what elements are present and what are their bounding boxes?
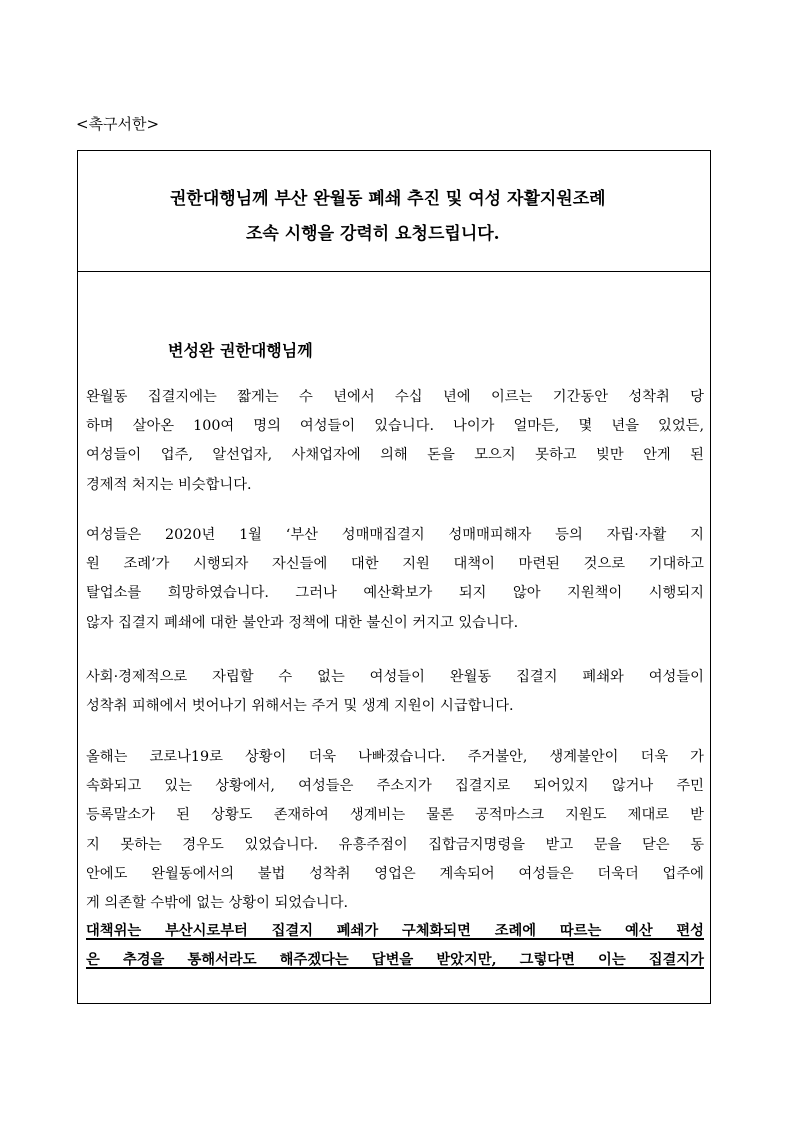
paragraph-line: 여성들은 2020년 1월 ‘부산 성매매집결지 성매매피해자 등의 자립·자활 지	[86, 527, 704, 543]
document-label: <촉구서한>	[76, 115, 160, 133]
letter-frame	[77, 150, 711, 1004]
title-box	[78, 151, 710, 272]
paragraph-line: 성착취 피해에서 벗어나기 위해서는 주거 및 생계 지원이 시급합니다.	[86, 698, 514, 715]
paragraph-line: 탈업소를 희망하였습니다. 그러나 예산확보가 되지 않아 지원책이 시행되지	[86, 585, 704, 602]
paragraph-line: 등록말소가 된 상황도 존재하여 생계비는 물론 공적마스크 지원도 제대로 받	[86, 807, 704, 824]
paragraph-line: 속화되고 있는 상황에서, 여성들은 주소지가 집결지로 되어있지 않거나 주민	[86, 778, 704, 795]
paragraph	[86, 521, 704, 638]
paragraph-line: 원 조례’가 시행되자 자신들에 대한 지원 대책이 마련된 것으로 기대하고	[86, 556, 704, 573]
paragraph-line: 지 못하는 경우도 있었습니다. 유흥주점이 집합금지명령을 받고 문을 닫은 동	[86, 836, 704, 853]
paragraph	[86, 383, 704, 500]
paragraph-line: 하며 살아온 100여 명의 여성들이 있습니다. 나이가 얼마든, 몇 년을 있었든,	[86, 418, 704, 435]
paragraph-line: 은 추경을 통해서라도 해주겠다는 답변을 받았지만, 그렇다면 이는 집결지가	[86, 952, 704, 969]
title-line: 권한대행님께 부산 완월동 폐쇄 추진 및 여성 자활지원조례	[170, 189, 606, 209]
paragraph-line: 대책위는 부산시로부터 집결지 폐쇄가 구체화되면 조례에 따르는 예산 편성	[86, 923, 704, 939]
paragraph-line: 게 의존할 수밖에 없는 상황이 되었습니다.	[86, 894, 349, 911]
paragraph-line: 안에도 완월동에서의 불법 성착취 영업은 계속되어 여성들은 더욱더 업주에	[86, 865, 704, 882]
paragraph	[86, 663, 704, 721]
paragraph-line: 여성들이 업주, 알선업자, 사채업자에 의해 돈을 모으지 못하고 빚만 안게 된	[86, 447, 704, 464]
paragraph-line: 올해는 코로나19로 상황이 더욱 나빠졌습니다. 주거불안, 생계불안이 더욱 가	[86, 749, 704, 765]
title-line: 조속 시행을 강력히 요청드립니다.	[246, 224, 500, 244]
paragraph-line: 않자 집결지 폐쇄에 대한 불안과 정책에 대한 불신이 커지고 있습니다.	[86, 614, 519, 631]
paragraph-line: 경제적 처지는 비슷합니다.	[86, 476, 252, 493]
paragraph	[86, 743, 704, 918]
paragraph-line: 완월동 집결지에는 짧게는 수 년에서 수십 년에 이르는 기간동안 성착취 당	[86, 389, 704, 405]
emphasized-paragraph	[86, 917, 704, 975]
paragraph-line: 사회·경제적으로 자립할 수 없는 여성들이 완월동 집결지 폐쇄와 여성들이	[86, 669, 704, 685]
salutation: 변성완 권한대행님께	[168, 341, 313, 360]
